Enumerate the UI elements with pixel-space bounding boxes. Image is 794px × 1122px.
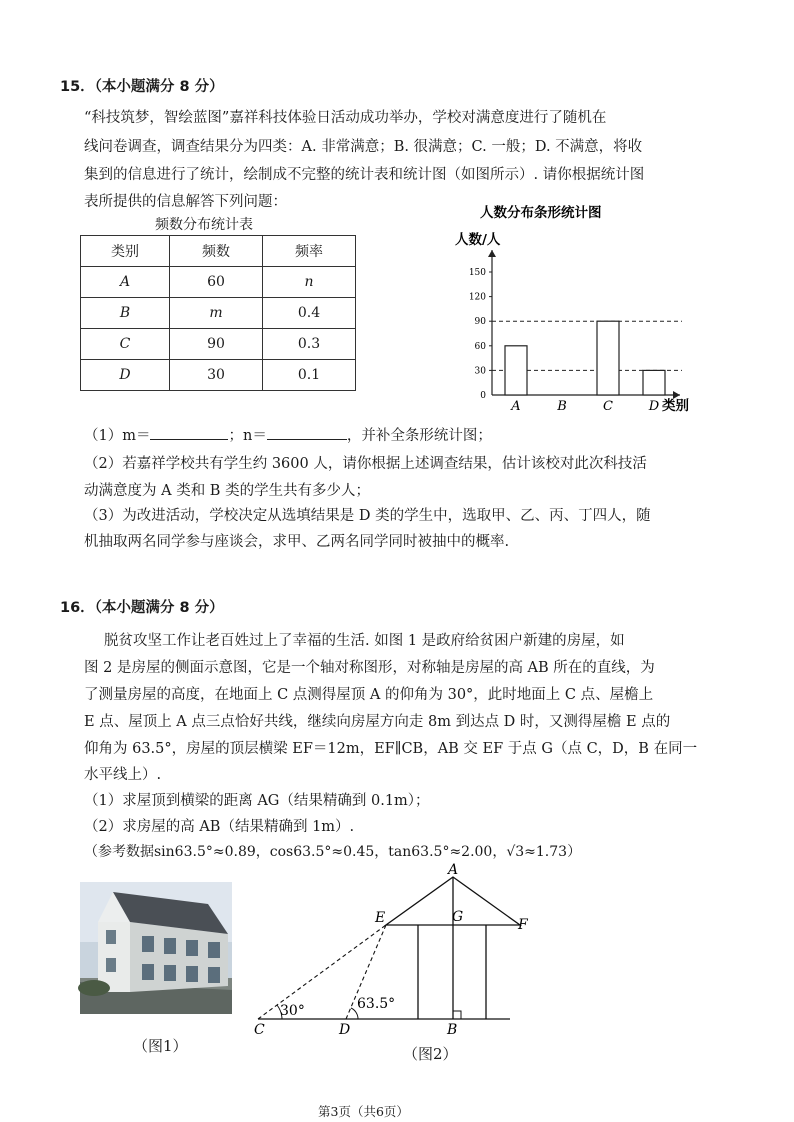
answer-blank-m[interactable] xyxy=(150,425,228,440)
table-title: 频数分布统计表 xyxy=(155,217,253,233)
table-row xyxy=(81,267,356,298)
table-cell: 0.1 xyxy=(263,360,356,391)
q16-intro-line-1: 脱贫攻坚工作让老百姓过上了幸福的生活. 如图 1 是政府给贫困户新建的房屋，如 xyxy=(104,633,625,649)
label-e: E xyxy=(375,910,386,926)
q15-part3-line-2: 机抽取两名同学参与座谈会，求甲、乙两名同学同时被抽中的概率. xyxy=(84,534,510,550)
chart-bar xyxy=(505,346,527,395)
table-cell: C xyxy=(81,329,170,360)
chart-category-label: D xyxy=(648,399,660,414)
label-f: F xyxy=(518,917,528,933)
q16-intro-line-5: 仰角为 63.5°，房屋的顶层横梁 EF＝12m，EF∥CB，AB 交 EF 于点 G（点 C，D，B 在同一 xyxy=(84,741,698,757)
q16-intro-line-4: E 点、屋顶上 A 点三点恰好共线，继续向房屋方向走 8m 到达点 D 时，又测得屋檐 E 点的 xyxy=(84,714,671,730)
angle-label-d: 63.5° xyxy=(357,996,396,1012)
table-cell: 0.3 xyxy=(263,329,356,360)
q16-intro-line-6: 水平线上）. xyxy=(84,767,162,783)
table-cell: 90 xyxy=(170,329,263,360)
chart-y-tick-label: 120 xyxy=(468,292,486,303)
chart-bar xyxy=(597,321,619,395)
table-cell: B xyxy=(81,298,170,329)
house-photo xyxy=(80,882,232,1014)
q15-part2-line-2: 动满意度为 A 类和 B 类的学生共有多少人； xyxy=(84,483,371,499)
chart-y-tick-label: 150 xyxy=(468,268,486,278)
q16-header: 16．（本小题满分 8 分） xyxy=(60,600,224,616)
geometry-diagram xyxy=(248,862,528,1040)
angle-label-c: 30° xyxy=(280,1003,305,1019)
table-header-cell: 频率 xyxy=(263,236,356,267)
q16-intro-line-2: 图 2 是房屋的侧面示意图，它是一个轴对称图形，对称轴是房屋的高 AB 所在的直线，为 xyxy=(84,660,655,676)
q15-intro-line-3: 集到的信息进行了统计，绘制成不完整的统计表和统计图（如图所示）. 请你根据统计图 xyxy=(84,167,645,183)
table-row xyxy=(81,298,356,329)
chart-bar xyxy=(643,370,665,395)
figure-1-caption: （图1） xyxy=(133,1037,188,1055)
chart-category-label: B xyxy=(557,399,567,414)
label-g: G xyxy=(452,909,464,925)
q15-part3-line-1: （3）为改进活动，学校决定从选填结果是 D 类的学生中，选取甲、乙、丙、丁四人，随 xyxy=(84,508,651,524)
right-angle-mark xyxy=(453,1011,461,1019)
table-header-cell: 频数 xyxy=(170,236,263,267)
table-row xyxy=(81,360,356,391)
chart-y-tick-label: 90 xyxy=(474,317,486,328)
page-footer: 第3页（共6页） xyxy=(318,1104,409,1119)
q15-intro-line-4: 表所提供的信息解答下列问题： xyxy=(84,194,287,210)
chart-y-tick-label: 0 xyxy=(480,391,486,401)
table-cell: n xyxy=(263,267,356,298)
q15-header: 15．（本小题满分 8 分） xyxy=(60,79,224,95)
chart-category-label: A xyxy=(511,399,521,414)
frequency-table xyxy=(80,235,356,391)
label-a: A xyxy=(448,862,459,878)
chart-category-label: C xyxy=(603,399,613,414)
table-cell: A xyxy=(81,267,170,298)
q16-intro-line-3: 了测量房屋的高度，在地面上 C 点测得屋顶 A 的仰角为 30°，此时地面上 C 点、屋檐上 xyxy=(84,687,654,703)
chart-y-tick-label: 60 xyxy=(474,341,486,352)
bar-chart xyxy=(440,200,710,420)
q16-reference-data: （参考数据sin63.5°≈0.89，cos63.5°≈0.45，tan63.5°≈2.00，√3≈1.73） xyxy=(84,844,582,860)
label-c: C xyxy=(254,1022,265,1038)
q15-intro-line-2: 线问卷调查，调查结果分为四类：A. 非常满意；B. 很满意；C. 一般；D. 不满意，将收 xyxy=(84,139,643,155)
figure-2-caption: （图2） xyxy=(403,1045,458,1063)
table-header-row xyxy=(81,236,356,267)
chart-x-axis-label: 类别 xyxy=(662,398,689,414)
table-row xyxy=(81,329,356,360)
q16-part2: （2）求房屋的高 AB（结果精确到 1m）. xyxy=(84,819,355,835)
label-d: D xyxy=(339,1022,351,1038)
answer-blank-n[interactable] xyxy=(267,425,347,440)
table-cell: 0.4 xyxy=(263,298,356,329)
table-cell: 30 xyxy=(170,360,263,391)
table-cell: m xyxy=(170,298,263,329)
chart-y-axis-label: 人数/人 xyxy=(455,232,501,248)
chart-y-tick-label: 30 xyxy=(474,366,486,377)
q15-intro-line-1: “科技筑梦，智绘蓝图”嘉祥科技体验日活动成功举办，学校对满意度进行了随机在 xyxy=(84,110,607,126)
q15-part1: （1）m＝ ；n＝ ，并补全条形统计图； xyxy=(84,424,492,445)
label-b: B xyxy=(447,1022,458,1038)
chart-y-axis-arrow xyxy=(488,250,496,257)
table-cell: 60 xyxy=(170,267,263,298)
q16-part1: （1）求屋顶到横梁的距离 AG（结果精确到 0.1m）； xyxy=(84,793,430,809)
table-header-cell: 类别 xyxy=(81,236,170,267)
q15-part2-line-1: （2）若嘉祥学校共有学生约 3600 人，请你根据上述调查结果，估计该校对此次科技活 xyxy=(84,456,647,472)
table-cell: D xyxy=(81,360,170,391)
chart-title: 人数分布条形统计图 xyxy=(480,205,602,221)
